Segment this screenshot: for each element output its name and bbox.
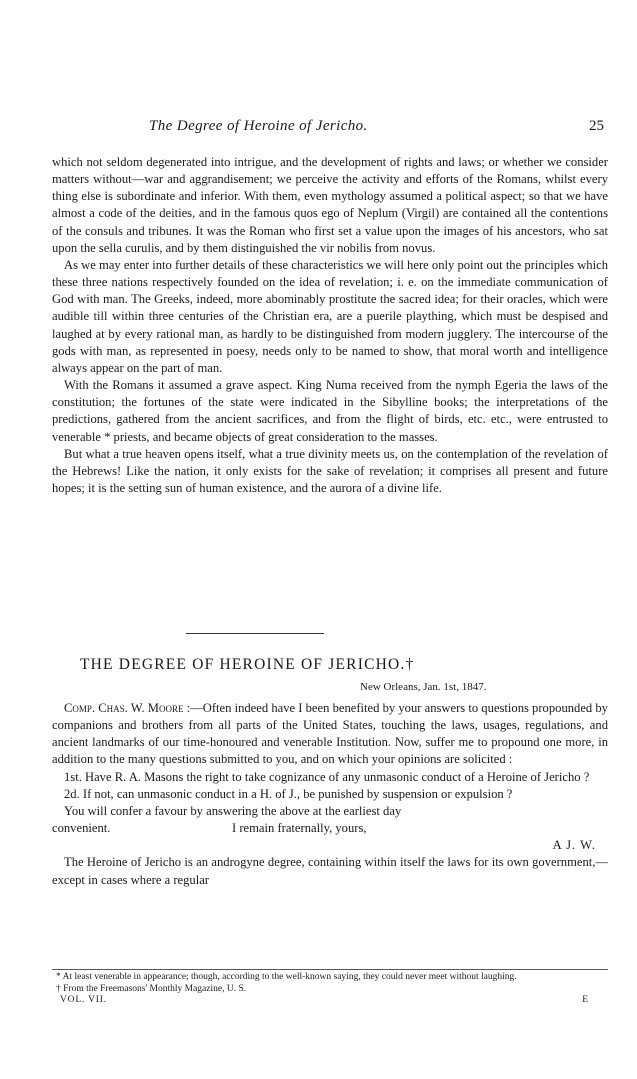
article-title: THE DEGREE OF HEROINE OF JERICHO.† (80, 656, 415, 673)
running-head (52, 118, 604, 138)
footnote: * At least venerable in appearance; though, according to the well-known saying, they could never meet without laughing. (56, 972, 517, 982)
closing-left: convenient. (52, 821, 111, 836)
letter-request: You will confer a favour by answering the above at the earliest day (64, 803, 402, 818)
page-footer (52, 995, 608, 1007)
closing-right: I remain fraternally, yours, (232, 821, 367, 836)
closing-line (52, 820, 608, 837)
essay-paragraph: With the Romans it assumed a grave aspect. King Numa received from the nymph Egeria the laws of the constitution; the fortunes of the state were indicated in the Sibylline books; the interpretations of the predictions, gathered from the ancient sacrifices, and from the flight of birds, etc. etc., were entrusted to venerable * priests, and became objects of great consideration to the masses. (52, 378, 608, 444)
essay-text (52, 154, 608, 497)
dateline: New Orleans, Jan. 1st, 1847. (360, 681, 487, 693)
question-one: 1st. Have R. A. Masons the right to take cognizance of any unmasonic conduct of a Heroine of Jericho ? (64, 769, 590, 784)
essay-paragraph: which not seldom degenerated into intrigue, and the development of rights and laws; or whether we consider matters without—war and aggrandisement; we perceive the activity and efforts of the Romans, whilst every thing else is subordinate and inferior. With them, even mythology assumed a political aspect; so that we have almost a code of the deities, and in the famous quos ego of Neplum (Virgil) are contained all the contentions of the consuls and tribunes. It was the Roman who first set a value upon the images of his ancestors, who sat upon the sella curulis, and by them distinguished the vir nobilis from novus. (52, 155, 608, 255)
letter-signature: A J. W. (552, 838, 596, 853)
volume-label: VOL. VII. (60, 995, 107, 1005)
essay-paragraph: As we may enter into further details of these characteristics we will here only point out the principles which these three nations respectively founded on the idea of revelation; i. e. on the immediate communication of God with man. The Greeks, indeed, more abominably prostitute the sacred idea; for their oracles, which were audible till within three centuries of the Christian era, are a puerile plaything, which must be despised and laughed at by every rational man, as hardly to be distinguished from modern jugglery. The intercourse of the gods with man, as represented in poesy, needs only to be named to show, that moral worth and intelligence always appear on the part of man. (52, 257, 608, 375)
footnotes (52, 972, 608, 1007)
footnote: † From the Freemasons' Monthly Magazine, U. S. (56, 983, 247, 994)
answer-paragraph: The Heroine of Jericho is an androgyne degree, containing within itself the laws for its own government,—except in cases where a regular (52, 855, 608, 887)
page-number: 25 (589, 118, 604, 134)
footnote-rule (52, 969, 608, 970)
question-two: 2d. If not, can unmasonic conduct in a H. of J., be punished by suspension or expulsion ? (64, 786, 513, 801)
letter-opening (52, 700, 608, 769)
section-divider (186, 633, 324, 634)
signature-mark: E (582, 995, 588, 1005)
salutation: Comp. Chas. W. Moore : (64, 701, 191, 715)
running-title: The Degree of Heroine of Jericho. (149, 118, 368, 134)
essay-paragraph: But what a true heaven opens itself, what a true divinity meets us, on the contemplation of the revelation of the Hebrews! Like the nation, it only exists for the sake of revelation; it comprises all present and future hopes; it is the setting sun of human existence, and the aurora of a divine life. (52, 446, 608, 495)
letter-text (52, 700, 608, 889)
letter-paragraph: —Often indeed have I been benefited by your answers to questions propounded by companions and brothers from all parts of the United States, touching the laws, usages, regulations, and ancient landmarks of our time-honoured and venerable Institution. Now, suffer me to propound one more, in addition to the many questions submitted to you, and on which your opinions are solicited : (52, 701, 608, 767)
